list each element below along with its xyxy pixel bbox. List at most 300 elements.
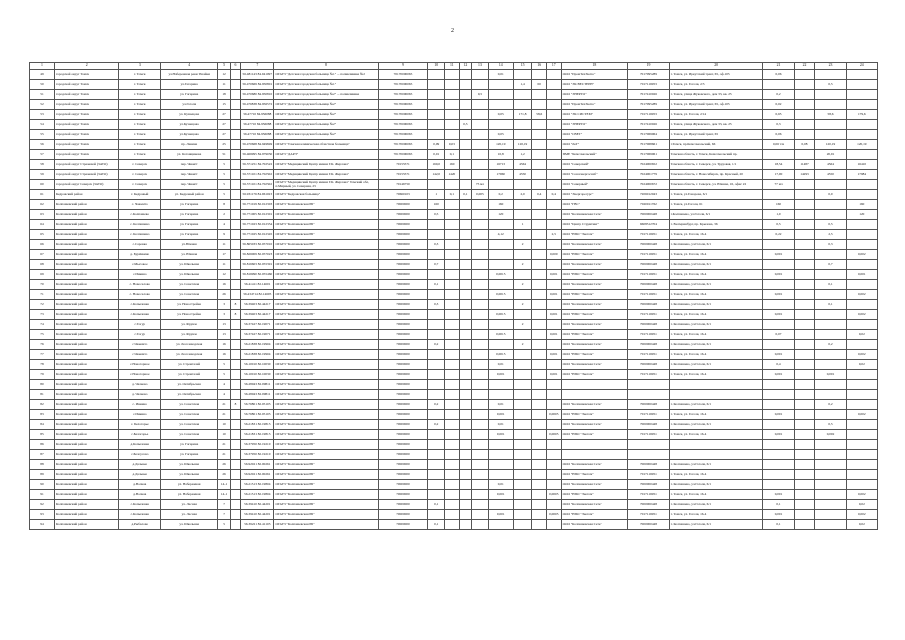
table-cell	[459, 240, 471, 250]
table-cell: ОГАУЗ "Колпашевская РБ"	[274, 520, 378, 530]
table-row	[30, 460, 878, 470]
table-cell: 56.21838 82.19904	[241, 350, 274, 360]
table-cell	[532, 340, 547, 350]
table-cell	[547, 460, 562, 470]
table-cell	[445, 430, 460, 440]
table-row	[30, 340, 878, 350]
table-cell: ул. Гагарина	[161, 230, 218, 240]
table-cell	[428, 220, 445, 230]
table-cell: 0,02	[846, 360, 877, 370]
table-cell: ул. Советская	[161, 420, 218, 430]
table-cell	[815, 470, 846, 480]
table-cell	[794, 200, 815, 210]
table-cell	[428, 410, 445, 420]
table-cell: ООО "НПО "Экотом"	[561, 490, 628, 500]
table-cell	[763, 470, 794, 480]
table-row	[30, 350, 878, 360]
table-cell	[532, 420, 547, 430]
table-cell	[532, 150, 547, 160]
table-cell: 75 мл	[472, 180, 489, 190]
table-cell	[532, 290, 547, 300]
table-cell: 90	[30, 480, 55, 490]
table-cell	[459, 390, 471, 400]
table-cell: 0,4	[547, 190, 562, 200]
table-cell: Колпашевский район	[54, 410, 119, 420]
table-cell: 21	[218, 410, 230, 420]
table-cell	[230, 200, 240, 210]
table-cell: 0,0005	[547, 510, 562, 520]
column-number-cell: 4	[161, 63, 218, 70]
table-cell: 0,1	[815, 300, 846, 310]
table-cell: 160	[488, 200, 513, 210]
table-cell	[230, 170, 240, 180]
table-cell	[513, 420, 532, 430]
table-cell: ООО "НПО "Экотом"	[561, 250, 628, 260]
table-cell: 56.816603 82.055391	[241, 260, 274, 270]
table-cell: 50	[30, 80, 55, 90]
table-cell: ООО "Колпашевская Сеть"	[561, 480, 628, 490]
table-cell: 11	[218, 240, 230, 250]
table-cell: ОГАУЗ "Кедровская больница"	[274, 190, 378, 200]
table-cell: 21	[218, 450, 230, 460]
table-row	[30, 180, 878, 190]
table-cell	[445, 510, 460, 520]
table-cell	[488, 90, 513, 100]
table-cell	[230, 140, 240, 150]
table-cell	[488, 180, 513, 190]
table-cell: 15	[218, 100, 230, 110]
table-cell: 56.771023 82.012334	[241, 220, 274, 230]
table-cell	[794, 120, 815, 130]
table-cell	[532, 330, 547, 340]
column-number-cell: 14	[488, 63, 513, 70]
table-cell: 7017116951	[628, 270, 670, 280]
table-cell	[472, 500, 489, 510]
table-cell: 70660103	[378, 190, 428, 200]
table-row	[30, 200, 878, 210]
table-cell: 70000000	[378, 410, 428, 420]
table-cell: 0,02	[846, 520, 877, 530]
table-cell	[459, 520, 471, 530]
table-cell: ул. Лесозаводская	[161, 340, 218, 350]
table-cell: 0,5	[815, 420, 846, 430]
table-cell	[815, 200, 846, 210]
table-cell: пр. Ленина	[161, 140, 218, 150]
table-cell: 0,000	[547, 250, 562, 260]
table-cell	[230, 260, 240, 270]
table-cell: 2	[513, 260, 532, 270]
table-cell	[445, 320, 460, 330]
table-cell	[472, 420, 489, 430]
table-cell: 0,5	[428, 210, 445, 220]
table-cell: 59	[30, 170, 55, 180]
table-cell: 63	[30, 210, 55, 220]
table-cell	[428, 350, 445, 360]
table-cell: ул. Строителей	[161, 360, 218, 370]
table-cell	[488, 300, 513, 310]
table-cell	[472, 280, 489, 290]
table-cell: городской округ Томск	[54, 100, 119, 110]
table-cell	[472, 100, 489, 110]
table-cell: ул. Школьная	[161, 470, 218, 480]
table-cell	[532, 170, 547, 180]
table-cell: с.Белоусово	[119, 450, 161, 460]
table-cell: Томская область, г. Северск, ул. Южная, 16, офис 22	[669, 180, 763, 190]
table-cell	[532, 180, 547, 190]
table-cell	[532, 260, 547, 270]
table-cell: 56.39410 82.44201	[241, 510, 274, 520]
table-cell: 0,001	[547, 330, 562, 340]
table-cell: 7000000448	[628, 240, 670, 250]
table-cell: 7000000448	[628, 260, 670, 270]
column-number-cell: 16	[532, 63, 547, 70]
table-cell: 56	[30, 140, 55, 150]
table-cell: ул. Гагарина	[161, 210, 218, 220]
table-cell	[547, 220, 562, 230]
table-cell	[459, 250, 471, 260]
table-cell: ООО "НПО "Экотом"	[561, 430, 628, 440]
table-cell: Колпашевский район	[54, 420, 119, 430]
table-cell: Колпашевский район	[54, 340, 119, 350]
table-cell	[472, 460, 489, 470]
table-cell: 5	[218, 370, 230, 380]
table-cell	[445, 310, 460, 320]
table-cell: 61	[30, 190, 55, 200]
table-cell: г.Томск, пр.Комсомольский, 66	[669, 140, 763, 150]
column-number-cell: 19	[628, 63, 670, 70]
table-cell	[794, 450, 815, 460]
table-cell	[628, 390, 670, 400]
table-cell: 2	[513, 240, 532, 250]
table-cell	[230, 340, 240, 350]
table-cell: 10,8	[488, 150, 513, 160]
table-cell	[472, 290, 489, 300]
table-cell	[445, 460, 460, 470]
table-cell: г. Томск, улица Жуковского, дом 33, кв. 25	[669, 90, 763, 100]
table-cell: 10	[218, 430, 230, 440]
table-cell: 56.39221 82.41103	[241, 520, 274, 530]
table-row	[30, 310, 878, 320]
table-cell: ООО "НПО "Экотом"	[561, 350, 628, 360]
table-cell: г. Томск, ул. Гоголя, 16-4	[669, 410, 763, 420]
table-cell: 7020011762	[628, 200, 670, 210]
table-cell	[472, 260, 489, 270]
table-cell: 120,19	[815, 140, 846, 150]
table-cell: 0,001	[815, 370, 846, 380]
table-cell	[513, 490, 532, 500]
column-number-cell: 1	[30, 63, 55, 70]
table-cell: ОГАУЗ "Колпашевская РБ"	[274, 220, 378, 230]
table-cell: с. Колпашево	[119, 220, 161, 230]
table-cell: Колпашевский район	[54, 260, 119, 270]
table-cell: Колпашевский район	[54, 230, 119, 240]
table-cell: ООО "Центр Струмтинг"	[561, 220, 628, 230]
table-cell	[763, 420, 794, 430]
table-cell: городской округ Томск	[54, 140, 119, 150]
table-row	[30, 80, 878, 90]
table-cell: ул.Гоголя	[161, 100, 218, 110]
table-cell: 0,5	[763, 220, 794, 230]
column-number-cell: 13	[472, 63, 489, 70]
table-cell: 7000000448	[628, 460, 670, 470]
table-cell	[459, 440, 471, 450]
table-cell: ул. Лесозаводская	[161, 350, 218, 360]
column-number-cell: 23	[815, 63, 846, 70]
table-cell: ул. Школьная	[161, 520, 218, 530]
table-cell: 56.771019 82.012303	[241, 200, 274, 210]
table-cell	[230, 130, 240, 140]
table-cell: 18,54	[763, 160, 794, 170]
table-cell	[846, 460, 877, 470]
table-cell	[513, 120, 532, 130]
table-cell: ООО "ЭК СИСТЕМ"	[561, 110, 628, 120]
table-cell	[547, 520, 562, 530]
table-cell	[532, 300, 547, 310]
table-cell: ООО "Колпашевская Сеть"	[561, 420, 628, 430]
table-cell: 4	[218, 390, 230, 400]
table-cell: 0,3	[428, 300, 445, 310]
table-cell: 65	[30, 230, 55, 240]
table-cell	[513, 310, 532, 320]
table-cell: 160	[428, 200, 445, 210]
table-cell	[846, 80, 877, 90]
table-cell: 5	[218, 170, 230, 180]
column-number-cell: 15	[513, 63, 532, 70]
table-cell	[846, 380, 877, 390]
table-cell	[547, 380, 562, 390]
table-cell: Колпашевский район	[54, 210, 119, 220]
table-cell	[532, 410, 547, 420]
table-cell: 120	[846, 210, 877, 220]
table-cell: 0,7	[428, 260, 445, 270]
table-cell: 57	[30, 150, 55, 160]
table-cell	[846, 400, 877, 410]
table-cell: ООО "Колпашевская Сеть"	[561, 210, 628, 220]
table-cell: 70170000065	[378, 70, 428, 80]
table-cell	[428, 80, 445, 90]
table-cell: 8	[230, 310, 240, 320]
table-cell	[628, 440, 670, 450]
table-cell: с.Копыловка	[119, 310, 161, 320]
table-cell	[459, 180, 471, 190]
table-cell: ОГАУЗ "Колпашевская РБ"	[274, 240, 378, 250]
column-number-cell: 24	[846, 63, 877, 70]
table-cell: ОГАУЗ "Колпашевская РБ"	[274, 270, 378, 280]
table-cell	[846, 180, 877, 190]
table-cell	[532, 490, 547, 500]
table-cell: 56.865033 82.057010	[241, 240, 274, 250]
table-cell	[532, 140, 547, 150]
table-cell	[472, 510, 489, 520]
table-cell	[628, 450, 670, 460]
table-cell: Колпашевский район	[54, 220, 119, 230]
table-cell	[230, 220, 240, 230]
table-cell: 56.21831 82.19813	[241, 430, 274, 440]
table-cell	[472, 450, 489, 460]
table-cell: ул.Набережная реки Ушайки	[161, 70, 218, 80]
table-cell: 68	[30, 260, 55, 270]
table-cell	[794, 110, 815, 120]
table-cell	[846, 480, 877, 490]
table-cell	[428, 70, 445, 80]
table-cell	[488, 320, 513, 330]
table-cell: 0,02	[846, 330, 877, 340]
table-cell: ОГАУЗ "Колпашевская РБ"	[274, 330, 378, 340]
table-cell	[230, 390, 240, 400]
table-cell: 71	[30, 290, 55, 300]
table-cell	[815, 180, 846, 190]
table-cell: ОГАУЗ "Медицинский Центр имени Г.К. Жерлова"	[274, 170, 378, 180]
table-cell	[459, 230, 471, 240]
table-row	[30, 150, 878, 160]
table-cell: г. Колпашево, ул.Гоголя, 6/1	[669, 360, 763, 370]
table-cell: 16	[218, 340, 230, 350]
table-cell	[763, 440, 794, 450]
table-cell: 5	[218, 520, 230, 530]
table-cell	[472, 220, 489, 230]
table-cell: ОГАУЗ "Колпашевская РБ"	[274, 340, 378, 350]
table-cell	[561, 380, 628, 390]
table-cell: 76	[30, 340, 55, 350]
table-cell	[459, 200, 471, 210]
table-cell: ООО "НПО "Экотом"	[561, 370, 628, 380]
table-cell: 70000000	[378, 200, 428, 210]
table-row	[30, 510, 878, 520]
table-cell: г. Томск, улица Жуковского, дом 33, кв. 25	[669, 120, 763, 130]
table-row	[30, 190, 878, 200]
table-cell: 6608312704	[628, 220, 670, 230]
table-cell: с. Колпашево	[119, 230, 161, 240]
table-cell: 79	[30, 370, 55, 380]
table-cell: 56.21513 82.19804	[241, 490, 274, 500]
table-cell: 56.21831 82.19813	[241, 420, 274, 430]
table-cell	[547, 440, 562, 450]
table-cell	[532, 360, 547, 370]
table-cell: Колпашевский район	[54, 510, 119, 520]
table-cell: с.Копыловка	[119, 500, 161, 510]
table-cell	[532, 130, 547, 140]
table-cell	[428, 90, 445, 100]
table-cell: 0,001	[488, 430, 513, 440]
table-cell	[846, 340, 877, 350]
table-cell: г. Томск, ул. Гоголя, 16-4	[669, 330, 763, 340]
table-cell: г. Северск	[119, 170, 161, 180]
table-cell: 7017116953	[628, 110, 670, 120]
table-cell	[459, 170, 471, 180]
table-cell: 13	[218, 320, 230, 330]
table-cell	[532, 350, 547, 360]
table-cell	[230, 490, 240, 500]
table-cell: ул. Лесная	[161, 510, 218, 520]
table-cell: 70000000	[378, 420, 428, 430]
table-cell	[513, 100, 532, 110]
table-cell: ОГАУЗ "Колпашевская РБ"	[274, 450, 378, 460]
table-cell: г. Томск	[119, 90, 161, 100]
table-cell: 0,0	[815, 190, 846, 200]
table-cell: Колпашевский район	[54, 400, 119, 410]
table-cell: 77 мл	[763, 180, 794, 190]
table-row	[30, 300, 878, 310]
table-cell	[488, 390, 513, 400]
table-cell	[230, 370, 240, 380]
table-cell: д.Дальнее	[119, 460, 161, 470]
column-number-cell: 12	[459, 63, 471, 70]
table-cell: 0,65	[763, 110, 794, 120]
table-cell: ООО "ПромТехЭкспо"	[561, 100, 628, 110]
table-cell	[794, 440, 815, 450]
table-cell	[445, 230, 460, 240]
table-cell: ул.Гагарина	[161, 80, 218, 90]
table-cell: 56.41411 82.14601	[241, 280, 274, 290]
table-cell	[815, 330, 846, 340]
table-cell: ул. Октябрьская	[161, 380, 218, 390]
table-cell	[513, 370, 532, 380]
table-cell	[472, 270, 489, 280]
table-cell	[532, 320, 547, 330]
table-cell: 5	[218, 180, 230, 190]
table-cell: с.Саровка	[119, 240, 161, 250]
table-cell	[561, 390, 628, 400]
table-cell: г. Колпашево, ул.Гоголя, 6/1	[669, 280, 763, 290]
table-cell: ООО "НПО "Экотом"	[561, 510, 628, 520]
table-cell: ОГАУЗ "ДАРЭ"	[274, 150, 378, 160]
table-cell: г. Колпашево, ул.Гоголя, 6/1	[669, 260, 763, 270]
table-cell	[472, 210, 489, 220]
table-cell: Колпашевский район	[54, 360, 119, 370]
table-cell: 0,1	[763, 500, 794, 510]
table-cell	[532, 380, 547, 390]
table-cell	[472, 470, 489, 480]
table-cell: 56.37427 82.19071	[241, 320, 274, 330]
column-number-cell: 20	[669, 63, 763, 70]
table-row	[30, 390, 878, 400]
table-row	[30, 140, 878, 150]
table-cell: 7017410026	[628, 120, 670, 130]
column-number-cell: 11	[445, 63, 460, 70]
table-cell: 70000000	[378, 280, 428, 290]
table-row	[30, 500, 878, 510]
table-cell	[488, 120, 513, 130]
table-cell: 27	[218, 120, 230, 130]
table-cell	[547, 180, 562, 190]
table-cell: 70000000	[378, 390, 428, 400]
table-cell	[459, 510, 471, 520]
table-cell: 0,0015	[488, 310, 513, 320]
table-cell: 70000000	[378, 520, 428, 530]
table-cell: ОГАУЗ "Детская городская больница №1" ... поликлиника №2	[274, 70, 378, 80]
table-cell: 83	[30, 410, 55, 420]
table-cell: с.Инкино	[119, 410, 161, 420]
table-cell	[445, 290, 460, 300]
table-cell	[794, 360, 815, 370]
table-cell: 171,8	[513, 110, 532, 120]
table-cell	[532, 100, 547, 110]
table-cell: г. Томск	[119, 120, 161, 130]
table-cell: ОГАУЗ "Колпашевская РБ"	[274, 500, 378, 510]
table-cell	[459, 80, 471, 90]
table-cell	[815, 130, 846, 140]
table-cell	[846, 390, 877, 400]
table-cell: г. Екатеринбург, пр. Крылова, 36	[669, 220, 763, 230]
table-cell	[547, 470, 562, 480]
table-cell: с.Колпашево	[119, 210, 161, 220]
table-cell	[472, 200, 489, 210]
table-cell: 13	[218, 330, 230, 340]
table-cell: 7017116953	[628, 80, 670, 90]
table-cell: городской округ Томск	[54, 80, 119, 90]
table-cell: 0,01	[488, 400, 513, 410]
table-cell: 0,0005	[547, 490, 562, 500]
